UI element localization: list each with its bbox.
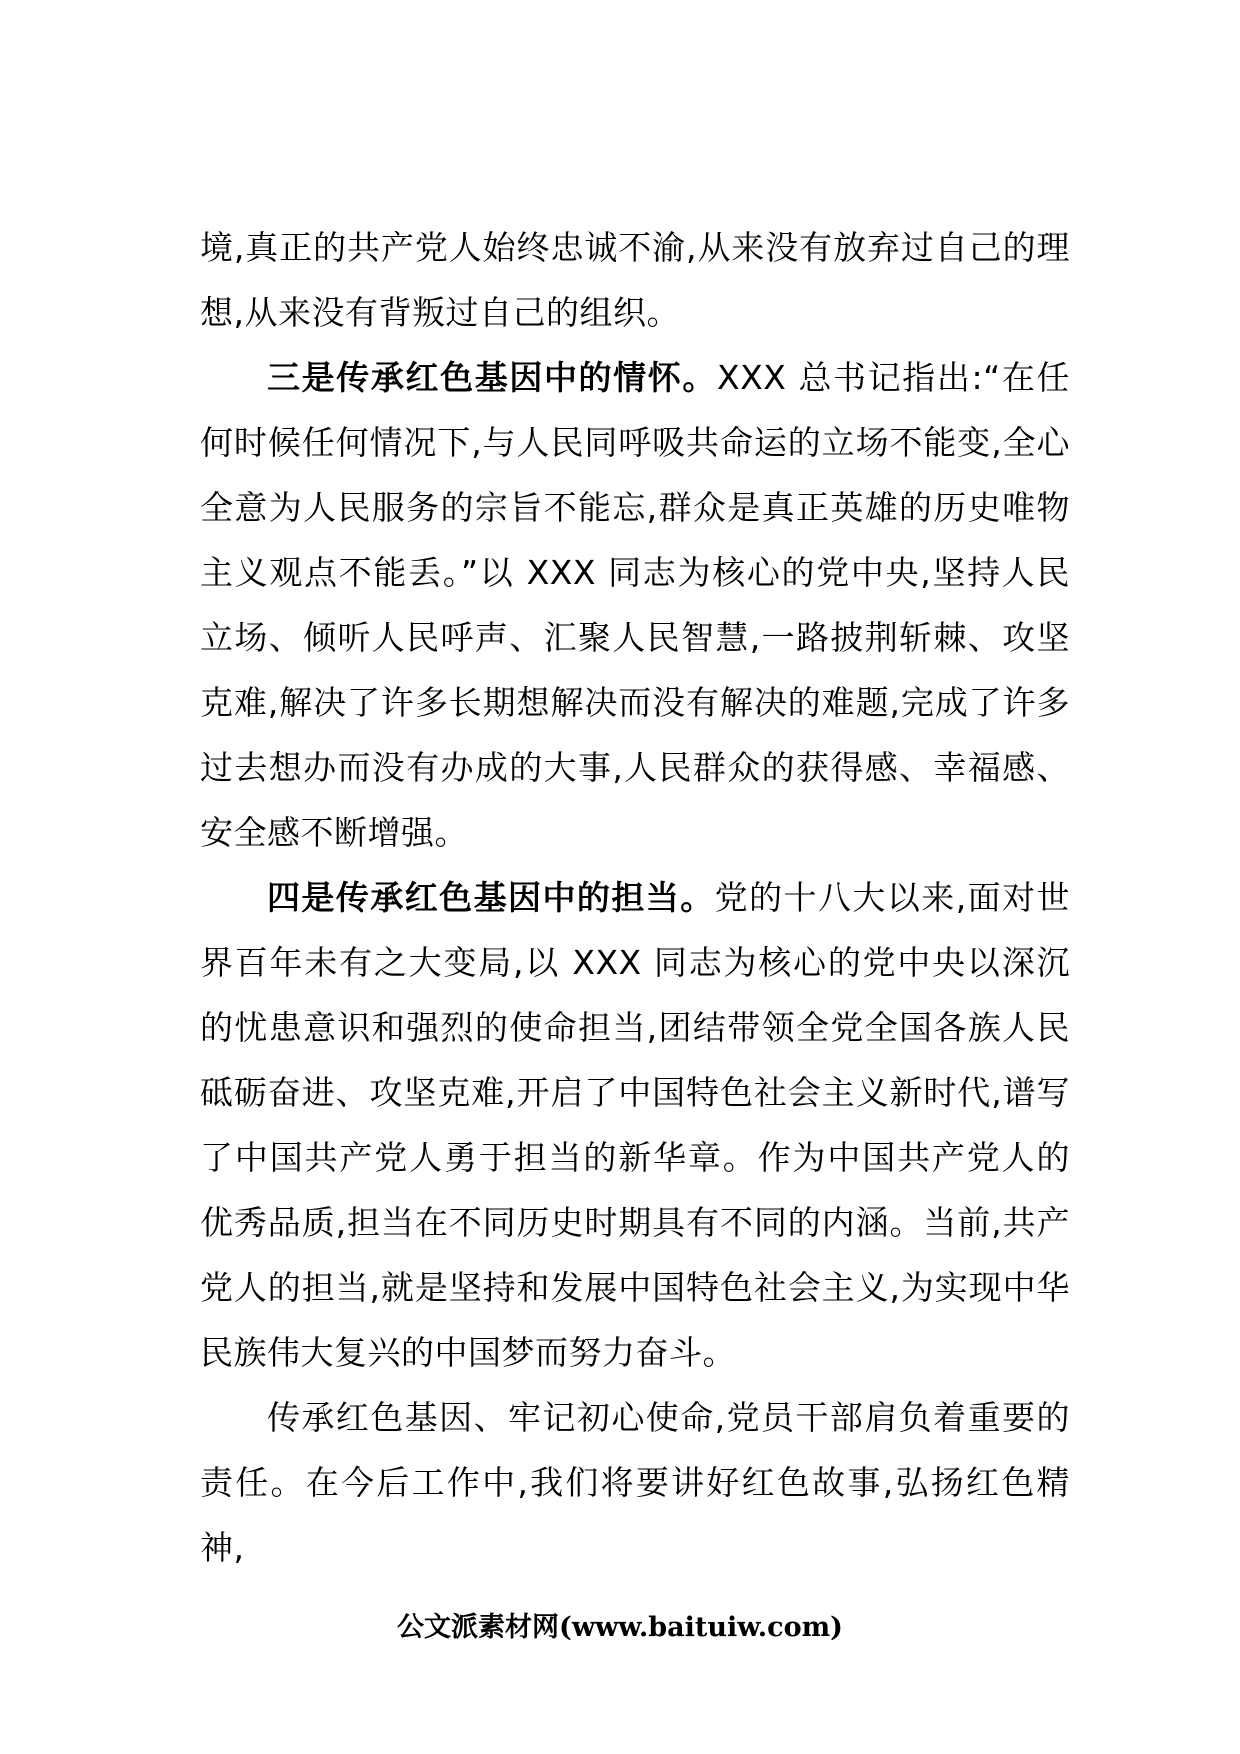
paragraph-conclusion [200,1385,1070,1580]
paragraph-text: 传承红色基因、牢记初心使命,党员干部肩负着重要的责任。在今后工作中,我们将要讲好红色故事,弘扬红色精神, [200,1398,1070,1567]
paragraph-responsibility [200,865,1070,1385]
paragraph-heading: 三是传承红色基因中的情怀。 [267,358,718,397]
paragraph-continuation [200,215,1070,345]
paragraph-heading: 四是传承红色基因中的担当。 [267,878,715,917]
document-body [200,215,1070,1567]
paragraph-feelings [200,345,1070,865]
paragraph-text: XXX 总书记指出:“在任何时候任何情况下,与人民同呼吸共命运的立场不能变,全心全意为人民服务的宗旨不能忘,群众是真正英雄的历史唯物主义观点不能丢。”以 XXX 同志为核心的党中央,坚持人民立场、倾听人民呼声、汇聚人民智慧,一路披荆斩棘、攻坚克难,解决了许多长期想解决而没有解决的难题,完成了许多过去想办而没有办成的大事,人民群众的获得感、幸福感、安全感不断增强。 [200,358,1070,852]
paragraph-text: 党的十八大以来,面对世界百年未有之大变局,以 XXX 同志为核心的党中央以深沉的忧患意识和强烈的使命担当,团结带领全党全国各族人民砥砺奋进、攻坚克难,开启了中国特色社会主义新时代,谱写了中国共产党人勇于担当的新华章。作为中国共产党人的优秀品质,担当在不同历史时期具有不同的内涵。当前,共产党人的担当,就是坚持和发展中国特色社会主义,为实现中华民族伟大复兴的中国梦而努力奋斗。 [200,878,1070,1372]
page-footer: 公文派素材网(www.baituiw.com) [397,1612,843,1643]
paragraph-text: 境,真正的共产党人始终忠诚不渝,从来没有放弃过自己的理想,从来没有背叛过自己的组织。 [200,228,1070,332]
